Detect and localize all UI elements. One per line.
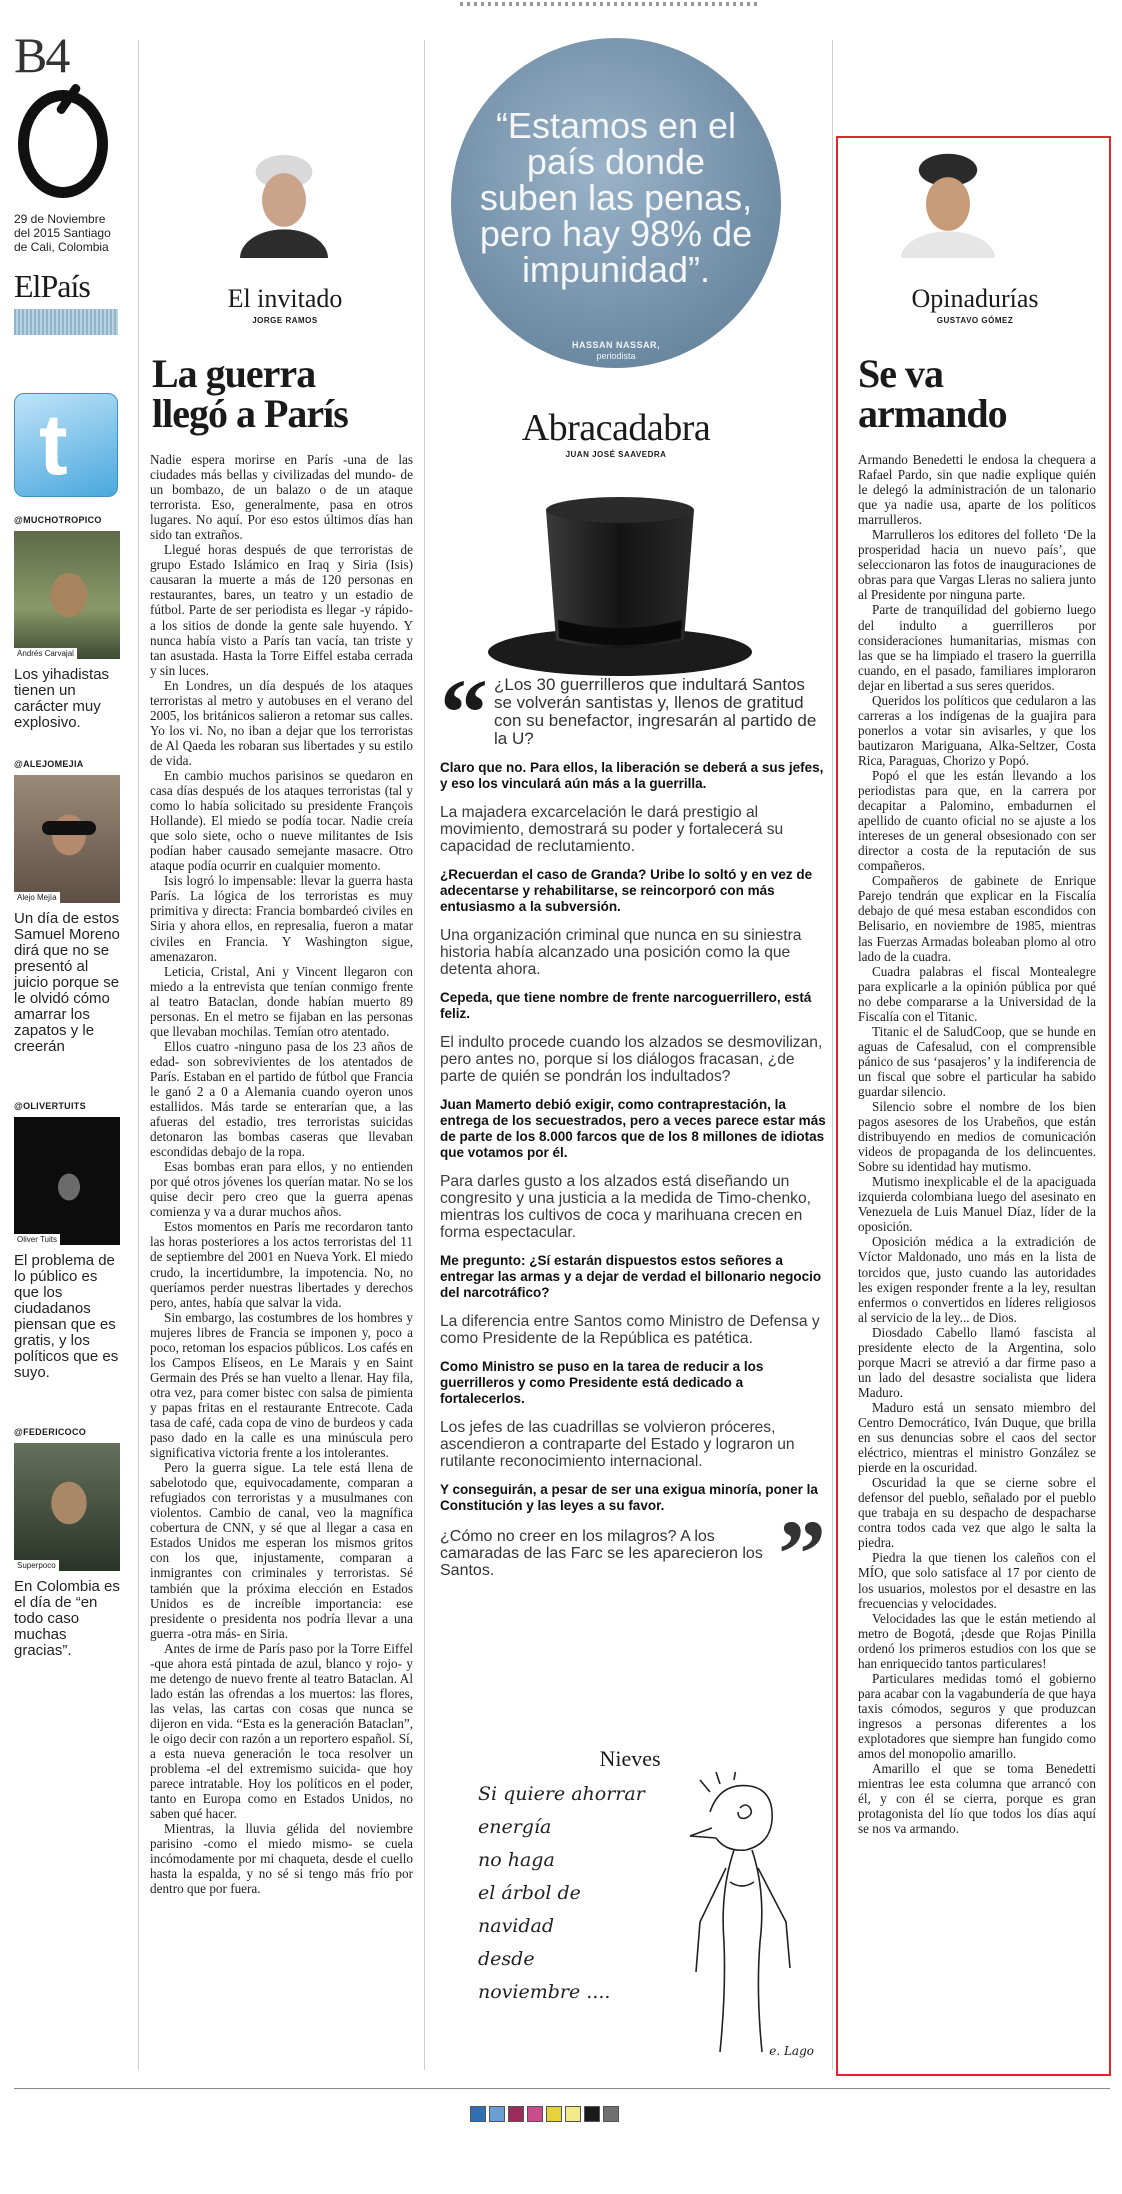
body-paragraph: Mientras, la lluvia gélida del noviembre parisino -como el miedo mismo- se cuela incómodamente por mi chaqueta, desde el cuello hasta la espalda, y no sé si tengo más frío por dentro que por fuera. (150, 1821, 413, 1897)
avatar-caption: Superpoco (14, 1560, 59, 1571)
open-quote-icon: “ (440, 659, 488, 766)
tweet-item (14, 759, 124, 1055)
cartoon-line: Si quiere ahorrar (478, 1783, 645, 1805)
color-swatch (584, 2106, 600, 2122)
body-paragraph: Armando Benedetti le endosa la chequera a Rafael Pardo, sin que nadie explique quién le delegó la administración de un talonario que ya nadie usa, aparte de los políticos marrulleros. (858, 452, 1096, 528)
body-paragraph: Parte de tranquilidad del gobierno luego del indulto a guerrilleros por consideraciones humanitarias, mismas con las que se ha limpiado el trasero la guerrilla cuando, en el pasado, familiares imploraron dejar en libertad a sus seres queridos. (858, 602, 1096, 693)
color-swatch (508, 2106, 524, 2122)
print-color-bar (470, 2106, 622, 2122)
author-name: GUSTAVO GÓMEZ (936, 316, 1014, 325)
column-divider (138, 40, 139, 2070)
tweet-avatar (14, 1117, 120, 1245)
body-paragraph: Amarillo el que se toma Benedetti mientras lee esta columna que arrancó con él, y con él se cierra, porque es gran protagonista del lío que todos los días aquí se nos va armando. (858, 1761, 1096, 1837)
color-swatch (546, 2106, 562, 2122)
column-headline (152, 351, 432, 436)
qa-bold-statement: Cepeda, que tiene nombre de frente narcoguerrillero, está feliz. (440, 990, 812, 1021)
tweet-handle: @FEDERICOCO (14, 1427, 87, 1437)
body-paragraph: Maduro está un sensato miembro del Centro Democrático, Iván Duque, que brilla en sus denuncias sobre el caos del sector eléctrico, mientras el ministro González se pierde en la oscuridad. (858, 1399, 1096, 1476)
cartoon-caption (478, 1778, 678, 2009)
top-clipped-text (460, 2, 760, 6)
lead-block (440, 659, 826, 766)
closing-block (440, 1500, 826, 1607)
qa-light-statement: El indulto procede cuando los alzados se desmovilizan, pero antes no, porque si los diálogos fracasan, ¿de parte de quién se pondrán los indultados? (440, 1034, 823, 1085)
column-headline (858, 351, 1098, 436)
cartoon-line: el árbol de (478, 1882, 581, 1904)
color-swatch (603, 2106, 619, 2122)
tweet-item (14, 1427, 124, 1659)
body-paragraph: Sin embargo, las costumbres de los hombres y mujeres libres de Francia se imponen y, poco a poco, retoman los espacios públicos. Los cafés en los Campos Elíseos, en Le Marais y en Saint Germain des Prés se han vuelto a llenar. Hay fila, otra vez, para comer bistec con salsa de pimienta y papas fritas en el restaurante Entrecote. Cada tasa de café, cada copa de vino de burdeos y cada paso dado en la calle es una minúscula pero significativa victoria frente a los intolerantes. (150, 1309, 413, 1461)
tweet-text: Un día de estos Samuel Moreno dirá que no se presentó al juicio porque se le olvidó cómo amarrar los zapatos y le creerán (14, 910, 120, 1055)
tweet-text: En Colombia es el día de “en todo caso muchas gracias”. (14, 1578, 120, 1659)
avatar-caption: Oliver Tuits (14, 1234, 60, 1245)
body-paragraph: Popó el que les están llevando a los periodistas para que, en la carrera por decapitar a Palomino, embadurnen el apellido de cuanto oficial no se ajuste a los intereses de un general obsesionado con ser director a costa de la reputación de sus compañeros. (858, 767, 1096, 874)
headline-line: armando (858, 391, 1007, 436)
headline-line: llegó a París (152, 391, 348, 436)
section-label: Opinadurías (911, 284, 1039, 313)
headline-line: Se va (858, 351, 943, 396)
cartoon-line: navidad (478, 1915, 555, 1937)
brand-logo: ElPaís (14, 268, 90, 304)
qa-section (440, 659, 826, 1607)
brand-bar (14, 309, 118, 335)
column-body (858, 452, 1096, 1836)
close-quote-icon: ” (778, 1500, 826, 1607)
qa-light-statement: La majadera excarcelación le dará prestigio al movimiento, demostrará su poder y fortalecerá su capacidad de reclutamiento. (440, 804, 784, 855)
pull-quote: “Estamos en el país donde suben las penas, pero hay 98% de impunidad”. (479, 105, 753, 290)
cartoon-signature: e. Lago (769, 2044, 814, 2058)
body-paragraph: En cambio muchos parisinos se quedaron en casa días después de los ataques terroristas (tal y como lo había solicitado su presidente François Hollande). El miedo se podía tocar. Nadie creía que solo siete, ocho o nueve militantes de Isis podían haber causado semejante masacre. Otro ataque podía ocurrir en cualquier momento. (150, 767, 413, 874)
body-paragraph: Titanic el de SaludCoop, que se hunde en aguas de Cafesalud, con el comprensible pánico de sus ‘pasajeros’ y la indiferencia de un fiscal que sobre el particular ha sabido guardar silencio. (858, 1023, 1096, 1099)
color-swatch (470, 2106, 486, 2122)
body-paragraph: Ellos cuatro -ninguno pasa de los 23 años de edad- son sobrevivientes de los atentados de París. Estaban en el partido de fútbol que Francia le ganó 2 a 0 a Alemania cuando oyeron unos estallidos. Más tarde se enterarían que, a las afueras del estadio, tres terroristas suicidas detonaron las bombas caseras que llevaban escondidas debajo de la ropa. (150, 1038, 413, 1160)
tweet-text: El problema de lo público es que los ciudadanos piensan que es gratis, y los políticos que es suyo. (14, 1252, 119, 1381)
tweet-avatar (14, 531, 120, 659)
qa-light-statement: Una organización criminal que nunca en su siniestra historia había alcanzado una posición como la que detenta ahora. (440, 927, 802, 978)
tweet-text: Los yihadistas tienen un carácter muy explosivo. (14, 666, 110, 731)
left-rail (14, 27, 124, 1659)
section-label: El invitado (227, 284, 343, 313)
qa-light-statement: Los jefes de las cuadrillas se volvieron próceres, ascendieron a contraparte del Estado y lograron un rutilante reconocimiento internacional. (440, 1419, 795, 1470)
color-swatch (489, 2106, 505, 2122)
body-paragraph: Compañeros de gabinete de Enrique Parejo tendrán que explicar en la Fiscalía debajo de qué mesa estaban escondidos con Belisario, en noviembre de 1985, mientras las Fuerzas Armadas boleaban plomo al otro lado de la cuadra. (858, 873, 1096, 964)
body-paragraph: Velocidades las que le están metiendo al metro de Bogotá, ¡desde que Rojas Pinilla ordenó los primeros estudios con los que se han enriquecido tantos particulares! (858, 1610, 1096, 1671)
closing-text: ¿Cómo no creer en los milagros? A los camaradas de las Farc se les aparecieron los Santos. (440, 1528, 763, 1579)
tweet-handle: @ALEJOMEJIA (14, 759, 84, 769)
body-paragraph: Queridos los políticos que cedularon a las carreras a los indígenas de la guajira para ponerlos a votar sin avisarles, y que los bautizaron Mariguana, Alka-Seltzer, Costa Rica, Paraguas, Chorizo y Popó. (858, 692, 1096, 768)
body-paragraph: Particulares medidas tomó el gobierno para acabar con la vagabundería de que haya taxis cómodos, seguros y que produzcan ingresos a personas diferentes a los explotadores que siempre han fungido como amos del monopolio amarillo. (858, 1670, 1096, 1762)
body-paragraph: Oscuridad la que se cierne sobre el defensor del pueblo, señalado por el pueblo que trabaja en su despacho de despacharse contra todos cada vez que algo le salta la piedra. (858, 1475, 1096, 1551)
bottom-rule (14, 2088, 1110, 2089)
body-paragraph: Pero la guerra sigue. La tele está llena de sabelotodo que, equivocadamente, comparan a refugiados con terroristas y a musulmanes con violentos. Cambio de canal, veo la magnífica cobertura de CNN, y sé que al llegar a casa en Estados Unidos me esperan los mismos gritos con los que, injustamente, comparan a inmigrantes con criminales y terroristas. Sé también que la próxima elección en Estados Unidos es de increíble importancia: ese presidente o presidenta nos podría llevar a una guerra -otra más- en Siria. (150, 1460, 413, 1641)
column-divider (832, 40, 833, 2070)
body-paragraph: Mutismo inexplicable el de la apaciguada izquierda colombiana luego del asesinato en Venezuela de Luis Manuel Díaz, líder de la oposición. (858, 1174, 1096, 1235)
cartoon-line: noviembre .... (478, 1981, 611, 2003)
dateline: 29 de Noviembre del 2015 Santiago de Cali, Colombia (14, 212, 111, 254)
qa-bold-statement: Me pregunto: ¿Sí estarán dispuestos estos señores a entregar las armas y a dejar de verdad el billonario negocio del narcotráfico? (440, 1253, 822, 1300)
cartoon (470, 1772, 820, 2062)
body-paragraph: Oposición médica a la extradición de Víctor Maldonado, uno más en la lista de torcidos que, justo cuando las autoridades les exigen responder frente a la ley, resultan enfermos o convertidos en líderes religiosos al servicio de la ley... de Dios. (858, 1234, 1096, 1325)
body-paragraph: Cuadra palabras el fiscal Montealegre para explicarle a la opinión pública por qué no debe compararse a la Universidad de la Fiscalía con el Titanic. (858, 963, 1096, 1024)
top-hat-icon (480, 480, 760, 680)
quote-author-name: HASSAN NASSAR, (571, 340, 660, 350)
body-paragraph: Piedra la que tienen los caleños con el MÍO, que solo satisface al 17 por ciento de los usuarios, molestos por el desastre en las frecuencias y velocidades. (858, 1550, 1096, 1611)
avatar-caption: Alejo Mejía (14, 892, 60, 903)
tweet-avatar (14, 775, 120, 903)
cartoon-figure-icon (650, 1772, 820, 2062)
qa-bold-statement: ¿Recuerdan el caso de Granda? Uribe lo soltó y en vez de adecentarse y rehabilitarse, se reincorporó con más entusiasmo a la subversión. (440, 867, 813, 914)
qa-bold-statement: Claro que no. Para ellos, la liberación se deberá a sus jefes, y eso los vinculará aún más a la guerrilla. (440, 760, 824, 791)
cartoon-line: no haga (478, 1849, 555, 1871)
body-paragraph: En Londres, un día después de los ataques terroristas al metro y autobuses en el verano del 2005, los británicos salieron a retomar sus calles. Yo los vi. No, no iban a dejar que los terroristas de Al Qaeda les robaran sus libertades y su estilo de vida. (150, 677, 413, 768)
body-paragraph: Llegué horas después de que terroristas de grupo Estado Islámico en Iraq y Siria (Isis) causaran la muerte a más de 120 personas en restaurantes, bares, un teatro y un estadio de fútbol. Parte de ser periodista es llegar -y rápido- a los sitios de donde la gente sale huyendo. Y nunca había visto a París tan vacía, tan triste y tan asustada. Hasta la Torre Eiffel estaba cerrada y sin luces. (150, 542, 413, 678)
qa-items (440, 760, 826, 1514)
tweet-handle: @OLIVERTUITS (14, 1101, 86, 1111)
column-title: Abracadabra (521, 407, 711, 449)
author-name: JUAN JOSÉ SAAVEDRA (565, 450, 667, 459)
body-paragraph: Estos momentos en París me recordaron tanto las horas posteriores a los actos terroristas del 11 de septiembre del 2001 en Nueva York. El miedo crudo, la incertidumbre, la impotencia. No, no queríamos perder nuestras libertades y derechos pero, antes, había que salvar la vida. (150, 1219, 413, 1310)
cartoon-title: Nieves (599, 1746, 661, 1771)
quote-author (476, 340, 756, 362)
lead-question: ¿Los 30 guerrilleros que indultará Santos se volverán santistas y, llenos de gratitud con su benefactor, ingresarán al partido de la U? (494, 675, 817, 748)
author-photo (900, 148, 996, 258)
tweet-item (14, 515, 124, 731)
headline-line: La guerra (152, 351, 316, 396)
cartoon-line: energía (478, 1816, 552, 1838)
body-paragraph: Antes de irme de París paso por la Torre Eiffel -que ahora está pintada de azul, blanco y rojo- y me detengo de nuevo frente al teatro Bataclan. Al lado están las ofrendas a los muertos: las flores, las velas, las cartas con cosas que nunca se dijeron en vida. “Esta es la generación Bataclan”, le oigo decir con razón a un reportero español. Sí, a esta nueva generación le toca resolver un problema -el del extremismo suicida- que hoy parece intratable. Hoy los políticos en el poder, tanto en Europa como en Estados Unidos, no saben qué hacer. (150, 1640, 413, 1822)
author-photo (236, 148, 332, 258)
tweet-handle: @MUCHOTROPICO (14, 515, 102, 525)
body-paragraph: Leticia, Cristal, Ani y Vincent llegaron con miedo a la entrevista que tenían conmigo frente al teatro Bataclan, donde habían muerto 89 personas. En el metro se fijaban en las personas que llevaban mochilas. Temían otro atentado. (150, 963, 413, 1039)
qa-bold-statement: Como Ministro se puso en la tarea de reducir a los guerrilleros y como Presidente está dedicado a fortalecerlos. (440, 1359, 764, 1406)
body-paragraph: Diosdado Cabello llamó fascista al presidente electo de la Argentina, solo porque Macri se atrevió a dar firme paso a un lado del desastre socialista que lidera Maduro. (858, 1324, 1096, 1400)
tweet-item (14, 1101, 124, 1381)
qa-light-statement: Para darles gusto a los alzados está diseñando un congresito y una justicia a la medida de Timo-chenko, mientras los cultivos de coca y marihuana crecen en forma espectacular. (440, 1173, 811, 1241)
qa-light-statement: La diferencia entre Santos como Ministro de Defensa y como Presidente de la República es patética. (440, 1313, 820, 1347)
column-divider (424, 40, 425, 2070)
opinion-logo-icon (14, 82, 110, 202)
cartoon-line: desde (478, 1948, 535, 1970)
body-paragraph: Isis logró lo impensable: llevar la guerra hasta París. La lógica de los terroristas es muy primitiva y directa: Francia bombardeó civiles en Siria y ahora ellos, en represalia, fueron a matar civiles en Francia. Y Washington sigue, amenazaron. (150, 873, 413, 964)
twitter-icon: t (14, 393, 118, 497)
qa-bold-statement: Y conseguirán, a pesar de ser una exigua minoría, poner la Constitución y las leyes a su favor. (440, 1482, 818, 1513)
body-paragraph: Nadie espera morirse en París -una de las ciudades más bellas y civilizadas del mundo- de un bombazo, de un balazo o de un ataque terrorista. Eso, generalmente, pasa en otros lugares. No aquí. Por eso estos últimos días han sido tan extraños. (150, 452, 413, 543)
qa-bold-statement: Juan Mamerto debió exigir, como contraprestación, la entrega de los secuestrados, pero a veces parece estar más de parte de los 8.000 farcos que de los 8 millones de idiotas que votamos por él. (440, 1097, 826, 1160)
color-swatch (565, 2106, 581, 2122)
column-body (150, 452, 413, 1897)
color-swatch (527, 2106, 543, 2122)
tweet-avatar (14, 1443, 120, 1571)
avatar-caption: Andrés Carvajal (14, 648, 77, 659)
quote-author-role: periodista (596, 351, 636, 361)
body-paragraph: Marrulleros los editores del folleto ‘De la prosperidad hacia un nuevo país’, que seleccionaron las fotos de inauguraciones de obras para que Vargas Lleras no saliera junto al Presidente por ninguna parte. (858, 527, 1096, 603)
body-paragraph: Esas bombas eran para ellos, y no entienden por qué otros jóvenes los querían matar. No se los quise decir pero creo que la guerra apenas comienza y va a durar muchos años. (150, 1159, 413, 1220)
author-name: JORGE RAMOS (252, 316, 318, 325)
body-paragraph: Silencio sobre el nombre de los bien pagos asesores de los Urabeños, que están distribuyendo en medios de comunicación videos de propaganda de los delincuentes. Sobre su identidad hay mutismo. (858, 1099, 1096, 1175)
page-code: B4 (14, 27, 69, 83)
